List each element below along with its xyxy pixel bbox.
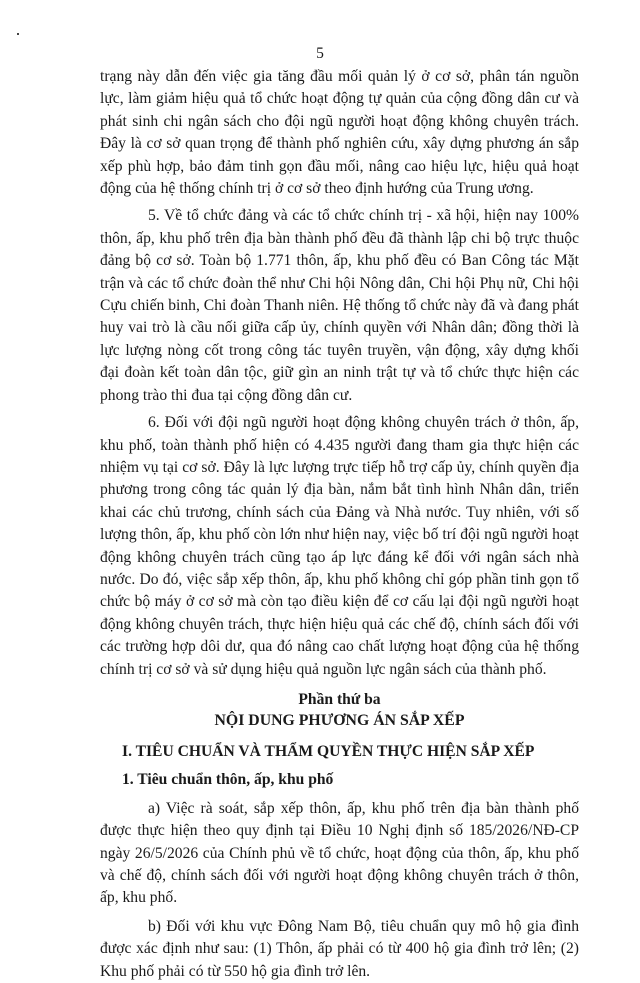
page-number: 5	[316, 45, 324, 62]
part-label: Phần thứ ba	[298, 690, 381, 708]
item-b: b) Đối với khu vực Đông Nam Bộ, tiêu chuẩn quy mô hộ gia đình được xác định như sau: (1) Thôn, ấp phải có từ 400 hộ gia đình trở lên; (2) Khu phố phải có từ 550 hộ gia đình trở lên.	[100, 917, 579, 980]
section-heading: I. TIÊU CHUẨN VÀ THẨM QUYỀN THỰC HIỆN SẮP XẾP	[122, 742, 535, 760]
paragraph-item-6: 6. Đối với đội ngũ người hoạt động không chuyên trách ở thôn, ấp, khu phố, toàn thành phố hiện có 4.435 người đang tham gia thực hiện các nhiệm vụ tại cơ sở. Đây là lực lượng trực tiếp hỗ trợ cấp ủy, chính quyền địa phương trong công tác quản lý địa bàn, nắm bắt tình hình Nhân dân, triển khai các chủ trương, chính sách của Đảng và Nhà nước. Tuy nhiên, với số lượng thôn, ấp, khu phố còn lớn như hiện nay, việc bố trí đội ngũ người hoạt động không chuyên trách cũng tạo áp lực đáng kể đối với ngân sách nhà nước. Do đó, việc sắp xếp thôn, ấp, khu phố không chỉ góp phần tinh gọn tổ chức bộ máy ở cơ sở mà còn tạo điều kiện để cơ cấu lại đội ngũ người hoạt động không chuyên trách, thực hiện hiệu quả các chế độ, chính sách đối với các trường hợp dôi dư, qua đó nâng cao chất lượng hoạt động của hệ thống chính trị cơ sở và sử dụng hiệu quả nguồn lực ngân sách của thành phố.	[100, 414, 579, 678]
subsection-heading: 1. Tiêu chuẩn thôn, ấp, khu phố	[122, 771, 334, 789]
scan-dot	[17, 33, 19, 35]
part-title: NỘI DUNG PHƯƠNG ÁN SẮP XẾP	[214, 711, 465, 729]
item-a: a) Việc rà soát, sắp xếp thôn, ấp, khu phố trên địa bàn thành phố được thực hiện theo quy định tại Điều 10 Nghị định số 185/2026/NĐ-CP ngày 26/5/2026 của Chính phủ về tổ chức, hoạt động của thôn, ấp, khu phố và chế độ, chính sách đối với người hoạt động không chuyên trách ở thôn, ấp, khu phố.	[100, 799, 579, 907]
paragraph-continuation: trạng này dẫn đến việc gia tăng đầu mối quản lý ở cơ sở, phân tán nguồn lực, làm giảm hiệu quả tổ chức hoạt động tự quản của cộng đồng dân cư và phát sinh chi ngân sách cho đội ngũ người hoạt động không chuyên trách. Đây là cơ sở quan trọng để thành phố nghiên cứu, xây dựng phương án sắp xếp phù hợp, bảo đảm tinh gọn đầu mối, nâng cao hiệu lực, hiệu quả hoạt động của hệ thống chính trị ở cơ sở theo định hướng của Trung ương.	[100, 68, 579, 198]
paragraph-item-5: 5. Về tổ chức đảng và các tổ chức chính trị - xã hội, hiện nay 100% thôn, ấp, khu phố trên địa bàn thành phố đều đã thành lập chi bộ trực thuộc đảng bộ cơ sở. Toàn bộ 1.771 thôn, ấp, khu phố đều có Ban Công tác Mặt trận và các tổ chức đoàn thể như Chi hội Nông dân, Chi hội Phụ nữ, Chi hội Cựu chiến binh, Chi đoàn Thanh niên. Hệ thống tổ chức này đã và đang phát huy vai trò là cầu nối giữa cấp ủy, chính quyền với Nhân dân; đồng thời là lực lượng nòng cốt trong công tác tuyên truyền, vận động, xây dựng khối đại đoàn kết toàn dân tộc, giữ gìn an ninh trật tự và tổ chức thực hiện các phong trào thi đua tại cộng đồng dân cư.	[100, 207, 579, 404]
document-body	[100, 66, 579, 983]
